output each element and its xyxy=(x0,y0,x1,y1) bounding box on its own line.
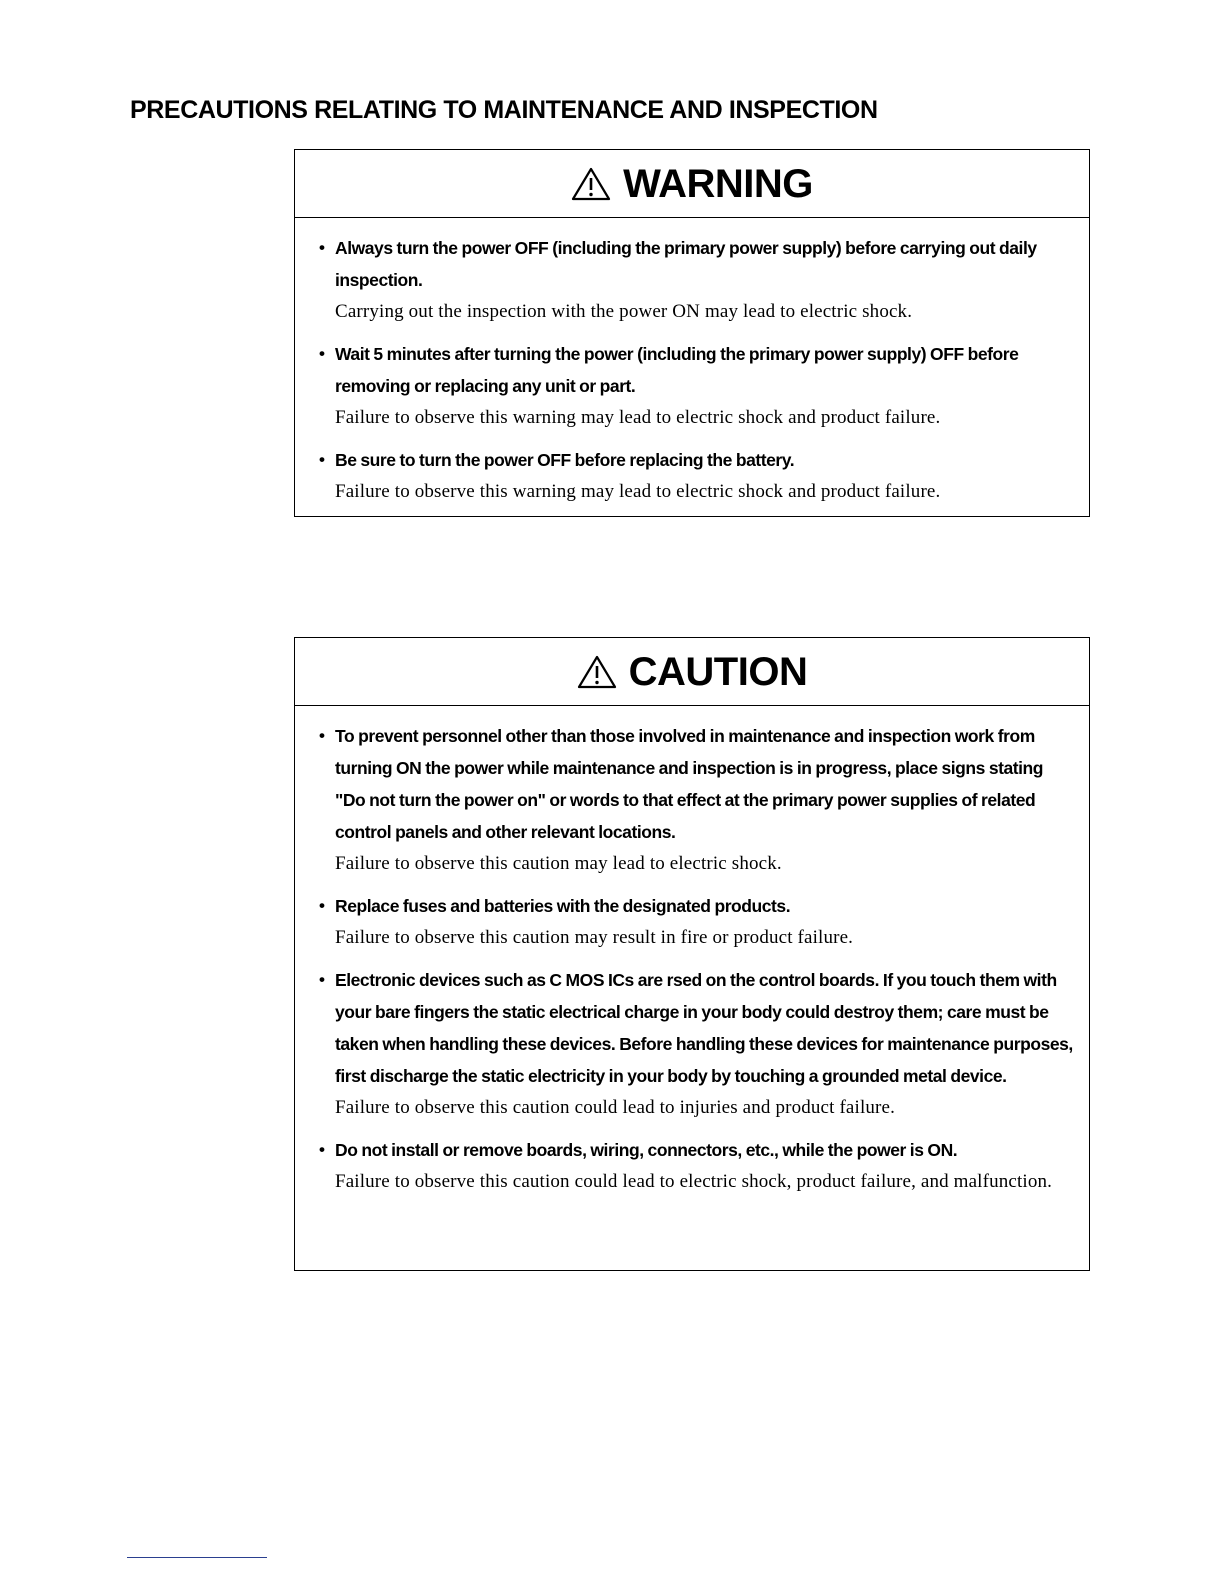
caution-triangle-icon xyxy=(577,654,617,690)
warning-triangle-icon xyxy=(571,166,611,202)
caution-instruction: To prevent personnel other than those involved in maintenance and inspection work from turning ON the power while maintenance and inspection is in progress, place signs stating "Do not turn the power on" or words to that effect at the primary power supplies of related control panels and other relevant locations. xyxy=(335,726,1044,842)
caution-consequence: Failure to observe this caution could lead to electric shock, product failure, and malfunction. xyxy=(335,1171,1053,1192)
warning-item xyxy=(319,444,1073,508)
warning-header xyxy=(295,150,1089,218)
caution-item xyxy=(319,1134,1073,1198)
bullet-icon: • xyxy=(319,1140,325,1159)
caution-item xyxy=(319,964,1073,1124)
warning-consequence: Failure to observe this warning may lead to electric shock and product failure. xyxy=(335,481,941,502)
caution-consequence: Failure to observe this caution may lead to electric shock. xyxy=(335,853,782,874)
bullet-icon: • xyxy=(319,450,325,469)
warning-item xyxy=(319,232,1073,328)
caution-header xyxy=(295,638,1089,706)
warning-instruction: Wait 5 minutes after turning the power (including the primary power supply) OFF before removing or replacing any unit or part. xyxy=(335,344,1019,396)
caution-box xyxy=(294,637,1090,1271)
caution-items xyxy=(295,706,1089,1198)
caution-instruction: Replace fuses and batteries with the designated products. xyxy=(335,896,791,916)
warning-items xyxy=(295,218,1089,508)
bullet-icon: • xyxy=(319,238,325,257)
warning-instruction: Be sure to turn the power OFF before replacing the battery. xyxy=(335,450,795,470)
caution-consequence: Failure to observe this caution could lead to injuries and product failure. xyxy=(335,1097,895,1118)
caution-title: CAUTION xyxy=(628,649,808,694)
bullet-icon: • xyxy=(319,970,325,989)
caution-instruction: Electronic devices such as C MOS ICs are rsed on the control boards. If you touch them with your bare fingers the static electrical charge in your body could destroy them; care must be taken when handling these devices. Before handling these devices for maintenance purposes, first discharge the static electricity in your body by touching a grounded metal device. xyxy=(335,970,1073,1086)
caution-item xyxy=(319,890,1073,954)
caution-consequence: Failure to observe this caution may result in fire or product failure. xyxy=(335,927,854,948)
warning-title: WARNING xyxy=(623,161,813,206)
warning-instruction: Always turn the power OFF (including the primary power supply) before carrying out daily inspection. xyxy=(335,238,1037,290)
page-title: PRECAUTIONS RELATING TO MAINTENANCE AND INSPECTION xyxy=(130,96,878,124)
warning-consequence: Failure to observe this warning may lead to electric shock and product failure. xyxy=(335,407,941,428)
bullet-icon: • xyxy=(319,896,325,915)
bullet-icon: • xyxy=(319,344,325,363)
warning-item xyxy=(319,338,1073,434)
footnote-rule xyxy=(127,1557,267,1558)
caution-item xyxy=(319,720,1073,880)
warning-consequence: Carrying out the inspection with the power ON may lead to electric shock. xyxy=(335,301,913,322)
bullet-icon: • xyxy=(319,726,325,745)
warning-box xyxy=(294,149,1090,517)
caution-instruction: Do not install or remove boards, wiring, connectors, etc., while the power is ON. xyxy=(335,1140,958,1160)
